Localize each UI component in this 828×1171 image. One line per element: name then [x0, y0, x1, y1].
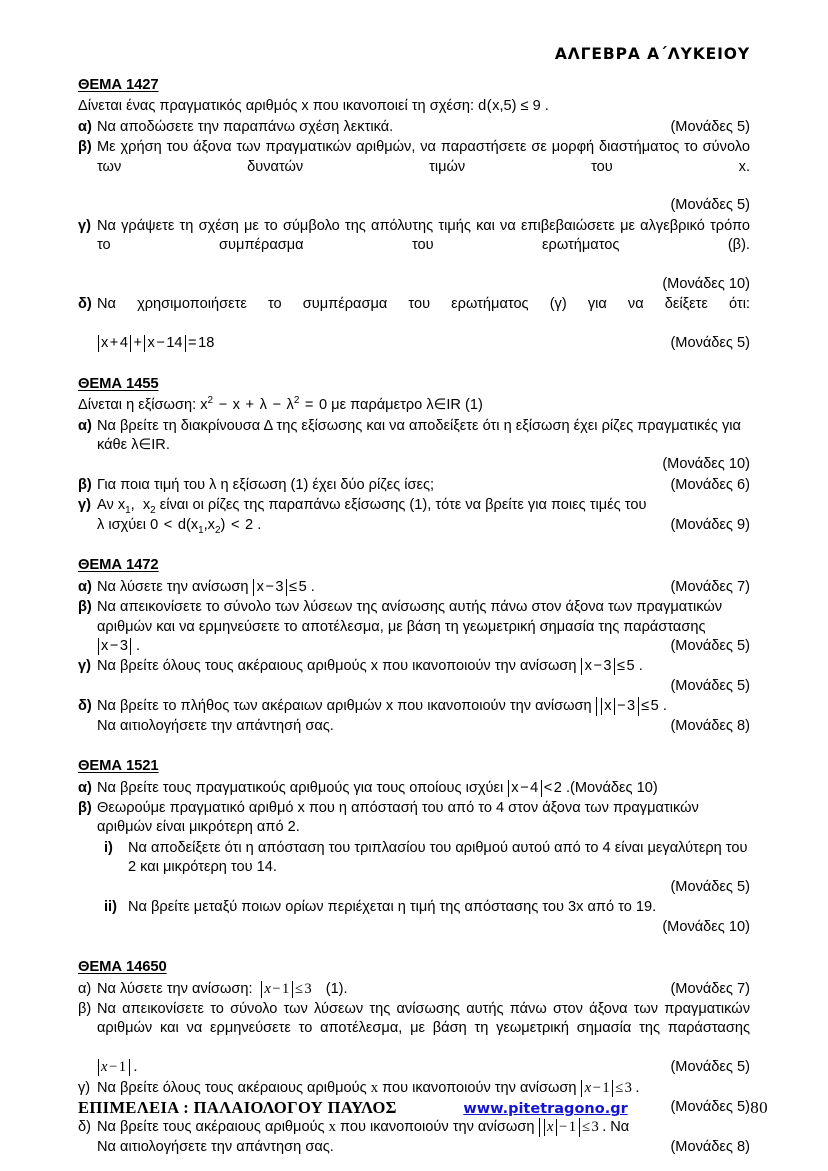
item-text: Θεωρούμε πραγματικό αριθμό x που η απόστασή του από το 4 στον άξονα των πραγματικών αριθμών είναι μικρότερη από 2. — [97, 800, 699, 836]
question-item-d — [78, 1118, 750, 1157]
question-item-a — [78, 578, 750, 597]
item-formula: x − 4 < 2 . — [507, 780, 570, 796]
section-title: ΘΕΜΑ 1521 — [78, 758, 159, 774]
item-label: α) — [78, 118, 92, 135]
item-label: δ) — [78, 698, 92, 715]
intro-text: Δίνεται η εξίσωση: — [78, 397, 197, 414]
item-formula: x − 1 ≤ 3 . — [581, 1080, 640, 1096]
intro-formula: d(x,5) ≤ 9 . — [478, 98, 549, 115]
section-title: ΘΕΜΑ 1472 — [78, 557, 159, 574]
item-formula: x − 3 ≤ 5 . — [581, 658, 643, 674]
item-marks: (Μονάδες 10) — [570, 779, 658, 796]
item-text: Για ποια τιμή του λ η εξίσωση (1) έχει δύο ρίζες ίσες; — [97, 476, 435, 493]
item-text: Να γράψετε τη σχέση με το σύμβολο της απόλυτης τιμής και να επιβεβαιώσετε με αλγεβρικό τρόπο το συμπέρασμα του ερωτήματος (β). — [97, 217, 750, 254]
item-text: Να βρείτε όλους τους ακέραιους αριθμούς x που ικανοποιούν την ανίσωση — [97, 658, 577, 675]
subitem-label: ii) — [104, 899, 117, 916]
section-thema-1472 — [78, 556, 750, 736]
item-marks: (Μονάδες 5) — [670, 1059, 750, 1076]
item-formula: x − 1 ≤ 3 — [257, 981, 312, 997]
item-formula: x − 3 ≤ 5 . — [253, 579, 315, 595]
question-item-a — [78, 980, 750, 999]
question-subitem-i — [104, 839, 750, 897]
question-item-d — [78, 295, 750, 353]
item-label: γ) — [78, 1079, 91, 1096]
question-item-b — [78, 799, 750, 838]
item-text: Να βρείτε το πλήθος των ακέραιων αριθμών x που ικανοποιούν την ανίσωση — [97, 698, 592, 715]
item-marks: (Μονάδες 7) — [670, 980, 750, 997]
subitem-marks: (Μονάδες 5) — [670, 878, 750, 895]
item-formula: x + 4 + x − 14 = 18 — [97, 334, 214, 353]
item-label: α) — [78, 980, 92, 997]
question-item-a — [78, 118, 750, 137]
section-thema-1521 — [78, 757, 750, 937]
item-marks: (Μονάδες 6) — [670, 476, 750, 493]
item-text-pre: Να βρείτε όλους τους ακέραιους αριθμούς — [97, 1079, 367, 1096]
item-marks: (Μονάδες 8) — [670, 1138, 750, 1155]
item-marks: (Μονάδες 9) — [670, 516, 750, 533]
subitem-text: Να βρείτε μεταξύ ποιων ορίων περιέχεται η τιμή της απόστασης του 3x από το 19. — [128, 899, 657, 916]
item-formula: x − 3 . — [97, 637, 140, 656]
item-text: Να αποδώσετε την παραπάνω σχέση λεκτικά. — [97, 118, 394, 135]
item-text: Να λύσετε την ανίσωση — [97, 578, 249, 595]
question-subitem-ii — [104, 898, 750, 937]
item-label: β) — [78, 800, 92, 817]
question-item-d — [78, 697, 750, 736]
item-formula: x − 3 ≤ 5 . — [596, 698, 667, 714]
section-title: ΘΕΜΑ 1427 — [78, 76, 159, 93]
page-footer — [78, 1097, 768, 1120]
question-item-a — [78, 779, 750, 798]
item-formula: x − 1 ≤ 3 . — [539, 1119, 607, 1135]
item-text: Να βρείτε τη διακρίνουσα Δ της εξίσωσης και να αποδείξετε ότι η εξίσωση έχει ρίζες πραγματικές για κάθε λ∈IR. — [97, 417, 741, 454]
footer-editor: ΕΠΙΜΕΛΕΙΑ : ΠΑΛΑΙΟΛΟΓΟΥ ΠΑΥΛΟΣ — [78, 1098, 397, 1117]
question-item-c — [78, 496, 750, 535]
item-label: α) — [78, 578, 92, 595]
item-marks: (Μονάδες 5) — [670, 335, 750, 352]
item-marks: (Μονάδες 7) — [670, 578, 750, 595]
page-content — [78, 44, 750, 1161]
item-text-line2: λ ισχύει — [97, 516, 146, 533]
subitem-marks: (Μονάδες 10) — [662, 918, 750, 935]
item-label: γ) — [78, 497, 91, 514]
item-label: γ) — [78, 217, 91, 234]
subitem-text: Να αποδείξετε ότι η απόσταση του τριπλασίου του αριθμού αυτού από το 4 είναι μεγαλύτερη του 2 και μικρότερη του 14. — [128, 839, 748, 876]
subitem-label: i) — [104, 839, 113, 856]
item-formula: $0 < d(x_1,x_2) < 2$ . — [150, 516, 262, 536]
item-text-post: που ικανοποιούν την ανίσωση — [382, 1079, 577, 1096]
item-label: δ) — [78, 1119, 91, 1136]
website-link[interactable]: www.pitetragono.gr — [463, 1101, 628, 1117]
item-text-pre: Να βρείτε τους ακέραιους αριθμούς — [97, 1119, 325, 1136]
page-number: 80 — [750, 1098, 768, 1117]
section-title: ΘΕΜΑ 1455 — [78, 375, 159, 392]
item-variable: x — [370, 1079, 379, 1096]
item-marks: (Μονάδες 5) — [670, 1099, 750, 1116]
item-text-post: που ικανοποιούν την ανίσωση — [340, 1119, 535, 1136]
footer-website — [397, 1097, 750, 1119]
item-text-line2: Να αιτιολογήσετε την απάντηση σας. — [97, 1138, 334, 1155]
intro-formula: $x^2 - x + \lambda - \lambda^2 = 0$ — [200, 395, 328, 414]
question-item-c — [78, 657, 750, 696]
item-text-line2: Να αιτιολογήσετε την απάντησή σας. — [97, 717, 334, 734]
item-label: δ) — [78, 296, 92, 313]
item-marks: (Μονάδες 10) — [662, 275, 750, 292]
item-text: Με χρήση του άξονα των πραγματικών αριθμών, να παραστήσετε σε μορφή διαστήματος το σύνολο των δυνατών τιμών του x. — [97, 139, 750, 175]
item-text-pre: Αν — [97, 497, 114, 514]
item-text-post: είναι οι ρίζες της παραπάνω εξίσωσης (1), τότε να βρείτε για ποιες τιμές του — [159, 497, 647, 514]
item-label: β) — [78, 139, 92, 156]
item-text: Να απεικονίσετε το σύνολο των λύσεων της ανίσωσης αυτής πάνω στον άξονα των πραγματικών αριθμών και να ερμηνεύσετε το αποτέλεσμα, με βάση τη γεωμετρική σημασία της παράστασης — [97, 1001, 750, 1037]
item-label: γ) — [78, 658, 91, 675]
item-label: β) — [78, 1001, 92, 1017]
item-tail: Να — [610, 1119, 630, 1136]
item-text: Να λύσετε την ανίσωση: — [97, 980, 253, 997]
section-thema-14650 — [78, 958, 750, 1157]
item-marks: (Μονάδες 5) — [670, 197, 750, 214]
item-label: α) — [78, 779, 92, 796]
question-item-c — [78, 217, 750, 295]
item-label: α) — [78, 417, 92, 434]
section-title: ΘΕΜΑ 14650 — [78, 958, 167, 975]
item-marks: (Μονάδες 5) — [670, 637, 750, 654]
item-text: Να απεικονίσετε το σύνολο των λύσεων της ανίσωσης αυτής πάνω στον άξονα των πραγματικών αριθμών και να ερμηνεύσετε το αποτέλεσμα, με βάση τη γεωμετρική σημασία της παράστασης — [97, 599, 723, 635]
question-item-a — [78, 417, 750, 475]
item-text: Να χρησιμοποιήσετε το συμπέρασμα του ερωτήματος (γ) για να δείξετε ότι: — [97, 296, 750, 313]
document-header-title: ΑΛΓΕΒΡΑ Α΄ΛΥΚΕΙΟΥ — [554, 45, 750, 63]
item-label: β) — [78, 599, 92, 616]
item-marks: (Μονάδες 5) — [670, 677, 750, 694]
intro-text: Δίνεται ένας πραγματικός αριθμός x που ικανοποιεί τη σχέση: — [78, 98, 475, 115]
intro-text-post: με παράμετρο λ∈IR (1) — [331, 397, 483, 414]
question-item-b — [78, 1000, 750, 1078]
item-label: β) — [78, 476, 92, 493]
item-formula: x − 1 . — [97, 1058, 137, 1077]
question-item-b — [78, 476, 750, 495]
question-item-b — [78, 598, 750, 656]
item-variables: $x_1$, $x_2$ — [117, 497, 156, 517]
item-variable: x — [328, 1119, 336, 1136]
item-marks: (Μονάδες 10) — [662, 456, 750, 473]
section-intro — [78, 396, 750, 415]
question-item-b — [78, 138, 750, 216]
item-marks: (Μονάδες 5) — [670, 118, 750, 135]
item-text: Να βρείτε τους πραγματικούς αριθμούς για τους οποίους ισχύει — [97, 779, 504, 796]
item-formula-post: (1). — [325, 980, 348, 997]
section-intro — [78, 97, 750, 116]
item-marks: (Μονάδες 8) — [670, 717, 750, 734]
section-thema-1427 — [78, 76, 750, 354]
section-thema-1455 — [78, 375, 750, 536]
